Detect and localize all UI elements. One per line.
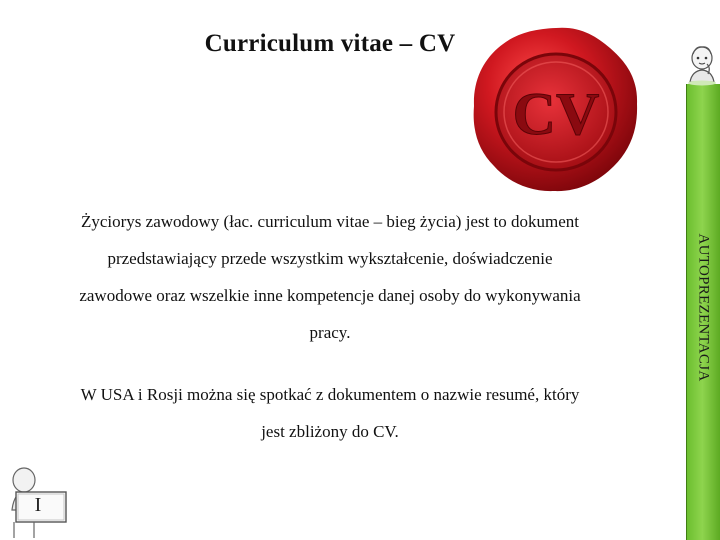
text-line: jest zbliżony do CV.: [261, 422, 399, 441]
seal-text: CV: [512, 81, 600, 147]
paragraph-definition: [20, 203, 640, 351]
slide-title: Curriculum vitae – CV: [204, 30, 456, 57]
text-line: W USA i Rosji można się spotkać z dokumentem o nazwie resumé, który: [80, 385, 580, 404]
text-line: pracy.: [309, 323, 351, 342]
sign-letter: I: [34, 494, 42, 516]
thinking-person-icon: [684, 42, 720, 86]
sidebar-label: AUTOPREZENTACJA: [695, 232, 712, 382]
paragraph-resume: [20, 376, 640, 450]
text-line: zawodowe oraz wszelkie inne kompetencje danej osoby do wykonywania: [79, 286, 581, 305]
text-line: przedstawiający przede wszystkim wykształcenie, doświadczenie: [107, 249, 553, 268]
text-line: Życiorys zawodowy (łac. curriculum vitae – bieg życia) jest to dokument: [80, 212, 580, 231]
wax-seal-icon: [468, 22, 643, 197]
sidebar-label-container: [686, 84, 720, 540]
